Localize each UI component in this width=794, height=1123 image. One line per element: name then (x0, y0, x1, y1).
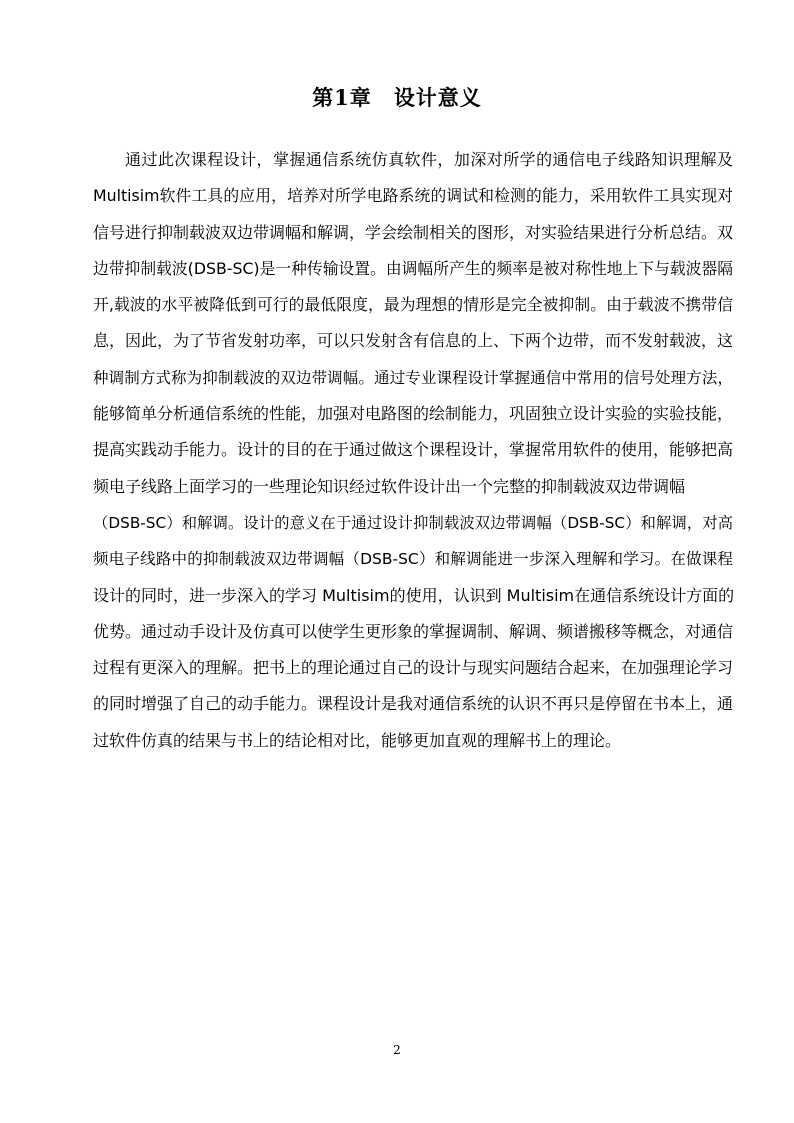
paragraph-line: Multisim软件工具的应用，培养对所学电路系统的调试和检测的能力，采用软件工具实现对 (93, 186, 733, 206)
chapter-heading (0, 82, 794, 112)
paragraph-line: 能够简单分析通信系统的性能，加强对电路图的绘制能力，巩固独立设计实验的实验技能， (93, 404, 734, 424)
page-number: 2 (393, 1043, 401, 1057)
paragraph-line: 过软件仿真的结果与书上的结论相对比，能够更加直观的理解书上的理论。 (93, 730, 622, 750)
paragraph-line: 提高实践动手能力。设计的目的在于通过做这个课程设计，掌握常用软件的使用，能够把高 (93, 440, 734, 460)
paragraph-line: 设计的同时，进一步深入的学习 Multisim的使用，认识到 Multisim在通信系统设计方面的 (93, 585, 735, 605)
paragraph-line: 频电子线路上面学习的一些理论知识经过软件设计出一个完整的抑制载波双边带调幅 (93, 476, 686, 496)
paragraph-line: 边带抑制载波(DSB-SC)是一种传输设置。由调幅所产生的频率是被对称性地上下与载波器隔 (93, 258, 733, 278)
paragraph-line: 通过此次课程设计，掌握通信系统仿真软件，加深对所学的通信电子线路知识理解及 (125, 150, 733, 169)
paragraph-line: 信号进行抑制载波双边带调幅和解调，学会绘制相关的图形，对实验结果进行分析总结。双 (93, 222, 734, 242)
paragraph-line: 开,载波的水平被降低到可行的最低限度，最为理想的情形是完全被抑制。由于载波不携带信 (93, 295, 733, 315)
paragraph-line: 种调制方式称为抑制载波的双边带调幅。通过专业课程设计掌握通信中常用的信号处理方法， (93, 368, 733, 387)
paragraph-line: 的同时增强了自己的动手能力。课程设计是我对通信系统的认识不再只是停留在书本上，通 (93, 694, 734, 714)
paragraph-line: 频电子线路中的抑制载波双边带调幅（DSB-SC）和解调能进一步深入理解和学习。在做课程 (93, 550, 733, 569)
body-paragraph (93, 142, 733, 759)
chapter-title: 设计意义 (393, 85, 482, 110)
paragraph-line: 优势。通过动手设计及仿真可以使学生更形象的掌握调制、解调、频谱搬移等概念，对通信 (93, 621, 734, 641)
paragraph-line: 过程有更深入的理解。把书上的理论通过自己的设计与现实问题结合起来，在加强理论学习 (93, 658, 734, 678)
paragraph-line: （DSB-SC）和解调。设计的意义在于通过设计抑制载波双边带调幅（DSB-SC）和解调，对高 (93, 513, 733, 532)
chapter-number: 第1章 (312, 85, 372, 110)
paragraph-line: 息，因此，为了节省发射功率，可以只发射含有信息的上、下两个边带，而不发射载波，这 (93, 331, 734, 351)
